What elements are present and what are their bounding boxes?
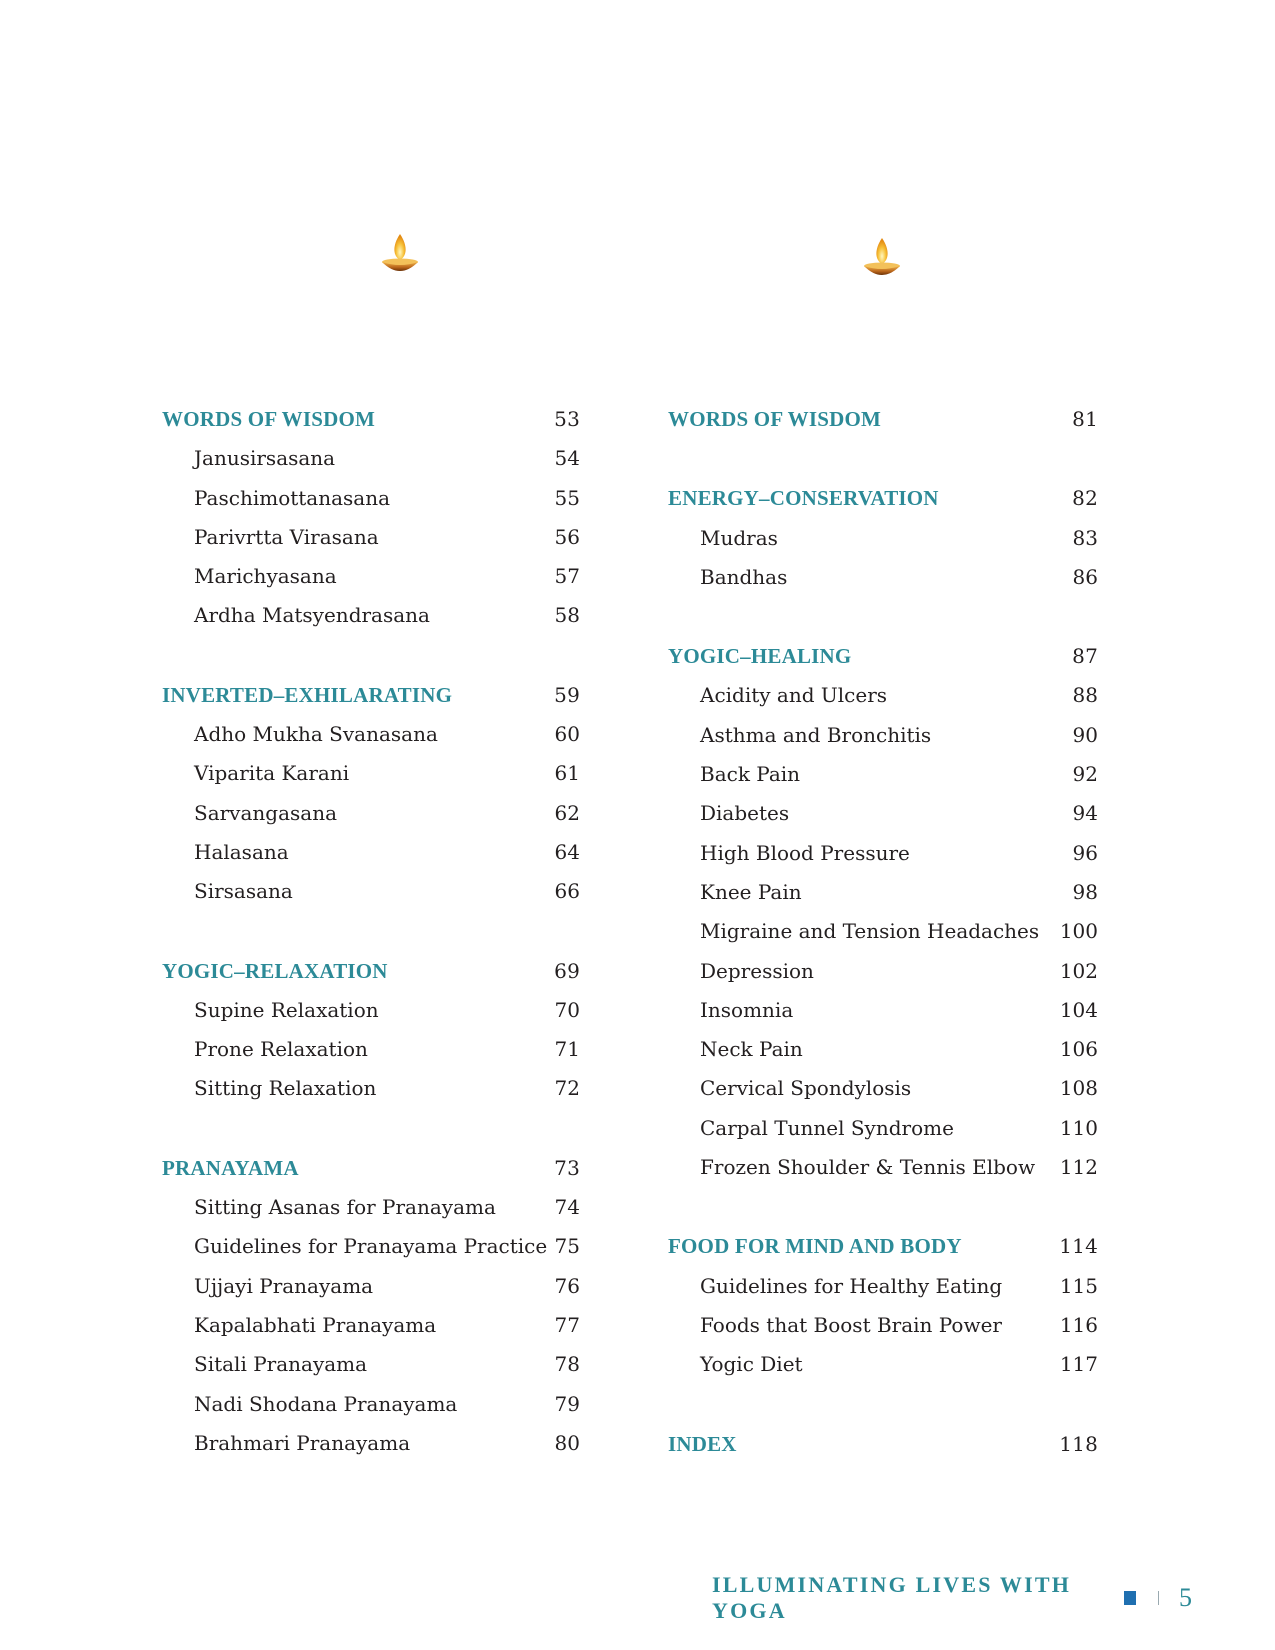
toc-page-number: 92 (1072, 762, 1098, 787)
toc-section (162, 952, 580, 1109)
toc-page-number: 70 (554, 997, 580, 1022)
toc-entry[interactable] (162, 715, 580, 754)
toc-entry-label: Sitting Asanas for Pranayama (194, 1195, 496, 1220)
toc-page-number: 102 (1059, 958, 1098, 983)
toc-entry[interactable] (668, 794, 1098, 833)
toc-entry[interactable] (162, 754, 580, 793)
toc-entry[interactable] (668, 912, 1098, 951)
toc-entry[interactable] (668, 755, 1098, 794)
toc-page-number: 98 (1072, 879, 1098, 904)
toc-page-number: 106 (1059, 1037, 1098, 1062)
toc-entry-label: Acidity and Ulcers (700, 683, 888, 708)
toc-entry[interactable] (162, 1188, 580, 1227)
toc-heading-label: INDEX (668, 1431, 737, 1456)
toc-page-number: 78 (554, 1352, 580, 1377)
toc-section-heading[interactable] (668, 1227, 1098, 1266)
toc-entry-label: Yogic Diet (700, 1352, 803, 1377)
toc-entry[interactable] (162, 1306, 580, 1345)
toc-entry[interactable] (668, 519, 1098, 558)
toc-entry[interactable] (162, 479, 580, 518)
toc-section-heading[interactable] (162, 952, 580, 991)
toc-entry-label: Janusirsasana (194, 446, 336, 471)
toc-entry[interactable] (162, 1424, 580, 1463)
toc-heading-label: FOOD FOR MIND AND BODY (668, 1234, 962, 1259)
toc-section (668, 1227, 1098, 1384)
toc-page-number: 73 (554, 1155, 580, 1180)
toc-page-number: 59 (554, 682, 580, 707)
toc-page-number: 114 (1059, 1234, 1098, 1259)
toc-entry-label: Diabetes (700, 801, 790, 826)
toc-page-number: 100 (1059, 919, 1098, 944)
toc-page-number: 58 (554, 603, 580, 628)
toc-entry[interactable] (668, 1345, 1098, 1384)
toc-entry[interactable] (162, 1385, 580, 1424)
toc-page-number: 53 (554, 407, 580, 431)
toc-entry[interactable] (668, 1030, 1098, 1069)
toc-entry-label: Sitting Relaxation (194, 1076, 377, 1101)
diya-lamp-icon (378, 232, 422, 284)
toc-entry[interactable] (668, 1306, 1098, 1345)
toc-page-number: 104 (1059, 997, 1098, 1022)
toc-section (668, 637, 1098, 1187)
toc-page-number: 118 (1059, 1431, 1098, 1456)
toc-entry-label: Carpal Tunnel Syndrome (700, 1115, 954, 1140)
toc-entry[interactable] (162, 872, 580, 911)
toc-entry[interactable] (162, 518, 580, 557)
toc-entry-label: Frozen Shoulder & Tennis Elbow (700, 1155, 1036, 1180)
toc-entry-label: High Blood Pressure (700, 840, 910, 865)
toc-section-heading[interactable] (668, 400, 1098, 439)
toc-entry-label: Paschimottanasana (194, 485, 391, 510)
toc-entry[interactable] (162, 794, 580, 833)
toc-page-number: 60 (554, 722, 580, 747)
toc-entry[interactable] (668, 952, 1098, 991)
toc-heading-label: PRANAYAMA (162, 1155, 299, 1180)
toc-entry[interactable] (162, 1227, 580, 1266)
toc-entry[interactable] (668, 558, 1098, 597)
toc-entry[interactable] (668, 1267, 1098, 1306)
toc-page-number: 56 (554, 524, 580, 549)
toc-page-number: 76 (554, 1273, 580, 1298)
toc-entry[interactable] (162, 1345, 580, 1384)
toc-entry-label: Nadi Shodana Pranayama (194, 1391, 458, 1416)
toc-entry[interactable] (162, 557, 580, 596)
toc-page-number: 66 (554, 879, 580, 904)
toc-entry-label: Asthma and Bronchitis (700, 722, 932, 747)
toc-page-number: 55 (554, 485, 580, 510)
toc-entry[interactable] (162, 596, 580, 635)
toc-page-number: 94 (1072, 801, 1098, 826)
toc-entry-label: Depression (700, 958, 814, 983)
toc-entry-label: Brahmari Pranayama (194, 1430, 411, 1455)
toc-section-heading[interactable] (668, 1425, 1098, 1464)
toc-page-number: 72 (554, 1076, 580, 1101)
toc-page-number: 61 (554, 761, 580, 786)
toc-page-number: 86 (1072, 564, 1098, 589)
toc-section (162, 1149, 580, 1463)
toc-page-number: 64 (554, 839, 580, 864)
toc-section-heading[interactable] (668, 479, 1098, 518)
page-footer (712, 1572, 1192, 1623)
toc-entry[interactable] (668, 1109, 1098, 1148)
toc-page-number: 62 (554, 800, 580, 825)
toc-section (162, 400, 580, 636)
toc-entry-label: Ujjayi Pranayama (194, 1273, 374, 1298)
toc-section (162, 676, 580, 912)
toc-entry-label: Bandhas (700, 564, 788, 589)
divider (1158, 1591, 1159, 1605)
toc-page-number: 75 (554, 1234, 580, 1259)
toc-heading-label: WORDS OF WISDOM (668, 407, 882, 431)
toc-entry-label: Parivrtta Virasana (194, 524, 379, 549)
toc-entry[interactable] (668, 1069, 1098, 1108)
toc-left-column (162, 400, 580, 1503)
toc-page-number: 88 (1072, 683, 1098, 708)
toc-page-number: 90 (1072, 722, 1098, 747)
toc-page-number: 116 (1059, 1312, 1098, 1337)
toc-entry-label: Neck Pain (700, 1037, 803, 1062)
toc-entry-label: Mudras (700, 525, 778, 550)
toc-entry[interactable] (668, 991, 1098, 1030)
toc-entry[interactable] (668, 716, 1098, 755)
toc-page-number: 71 (554, 1037, 580, 1062)
toc-entry[interactable] (668, 834, 1098, 873)
toc-page-number: 57 (554, 564, 580, 589)
toc-entry[interactable] (162, 1267, 580, 1306)
toc-entry-label: Back Pain (700, 762, 801, 787)
toc-section (668, 479, 1098, 597)
toc-entry-label: Supine Relaxation (194, 997, 379, 1022)
page-number: 5 (1179, 1583, 1192, 1612)
toc-entry-label: Foods that Boost Brain Power (700, 1312, 1002, 1337)
toc-entry-label: Halasana (194, 839, 289, 864)
toc-entry-label: Ardha Matsyendrasana (194, 603, 430, 628)
square-icon (1124, 1591, 1136, 1605)
toc-entry[interactable] (162, 833, 580, 872)
toc-page-number: 82 (1072, 486, 1098, 511)
toc-entry[interactable] (668, 1148, 1098, 1187)
toc-entry-label: Cervical Spondylosis (700, 1076, 912, 1101)
toc-entry-label: Viparita Karani (194, 761, 350, 786)
toc-section-heading[interactable] (162, 676, 580, 715)
toc-right-column (668, 400, 1098, 1504)
toc-entry-label: Migraine and Tension Headaches (700, 919, 1040, 944)
toc-entry[interactable] (162, 991, 580, 1030)
toc-page-number: 83 (1072, 525, 1098, 550)
toc-section-heading[interactable] (162, 1149, 580, 1188)
toc-entry-label: Insomnia (700, 997, 794, 1022)
toc-heading-label: YOGIC–HEALING (668, 644, 852, 669)
toc-entry-label: Sarvangasana (194, 800, 338, 825)
toc-entry-label: Knee Pain (700, 879, 802, 904)
toc-page-number: 81 (1072, 407, 1098, 431)
toc-heading-label: ENERGY–CONSERVATION (668, 486, 939, 511)
toc-entry-label: Adho Mukha Svanasana (194, 722, 438, 747)
toc-entry-label: Sitali Pranayama (194, 1352, 368, 1377)
toc-page-number: 79 (554, 1391, 580, 1416)
toc-entry-label: Prone Relaxation (194, 1037, 368, 1062)
toc-section-heading[interactable] (162, 400, 580, 439)
toc-section (668, 400, 1098, 439)
toc-entry[interactable] (162, 1030, 580, 1069)
toc-page-number: 54 (554, 446, 580, 471)
toc-page-number: 112 (1059, 1155, 1098, 1180)
toc-entry-label: Guidelines for Healthy Eating (700, 1273, 1003, 1298)
toc-page-number: 110 (1059, 1115, 1098, 1140)
toc-page-number: 96 (1072, 840, 1098, 865)
toc-page-number: 87 (1072, 644, 1098, 669)
toc-entry-label: Guidelines for Pranayama Practice (194, 1234, 548, 1259)
toc-page-number: 69 (554, 958, 580, 983)
toc-page-number: 74 (554, 1195, 580, 1220)
toc-section-heading[interactable] (668, 637, 1098, 676)
toc-page-number: 115 (1059, 1273, 1098, 1298)
toc-page-number: 117 (1059, 1352, 1098, 1377)
toc-entry[interactable] (668, 873, 1098, 912)
toc-heading-label: WORDS OF WISDOM (162, 407, 376, 431)
toc-entry[interactable] (162, 439, 580, 478)
toc-entry-label: Sirsasana (194, 879, 293, 904)
toc-section (668, 1425, 1098, 1464)
toc-page-number: 77 (554, 1312, 580, 1337)
toc-entry[interactable] (162, 1069, 580, 1108)
toc-page-number: 80 (554, 1430, 580, 1455)
footer-title: ILLUMINATING LIVES WITH YOGA (712, 1572, 1072, 1623)
toc-heading-label: INVERTED–EXHILARATING (162, 682, 453, 707)
toc-heading-label: YOGIC–RELAXATION (162, 958, 388, 983)
toc-entry[interactable] (668, 676, 1098, 715)
toc-entry-label: Marichyasana (194, 564, 337, 589)
toc-page-number: 108 (1059, 1076, 1098, 1101)
toc-entry-label: Kapalabhati Pranayama (194, 1312, 437, 1337)
diya-lamp-icon (860, 236, 904, 288)
